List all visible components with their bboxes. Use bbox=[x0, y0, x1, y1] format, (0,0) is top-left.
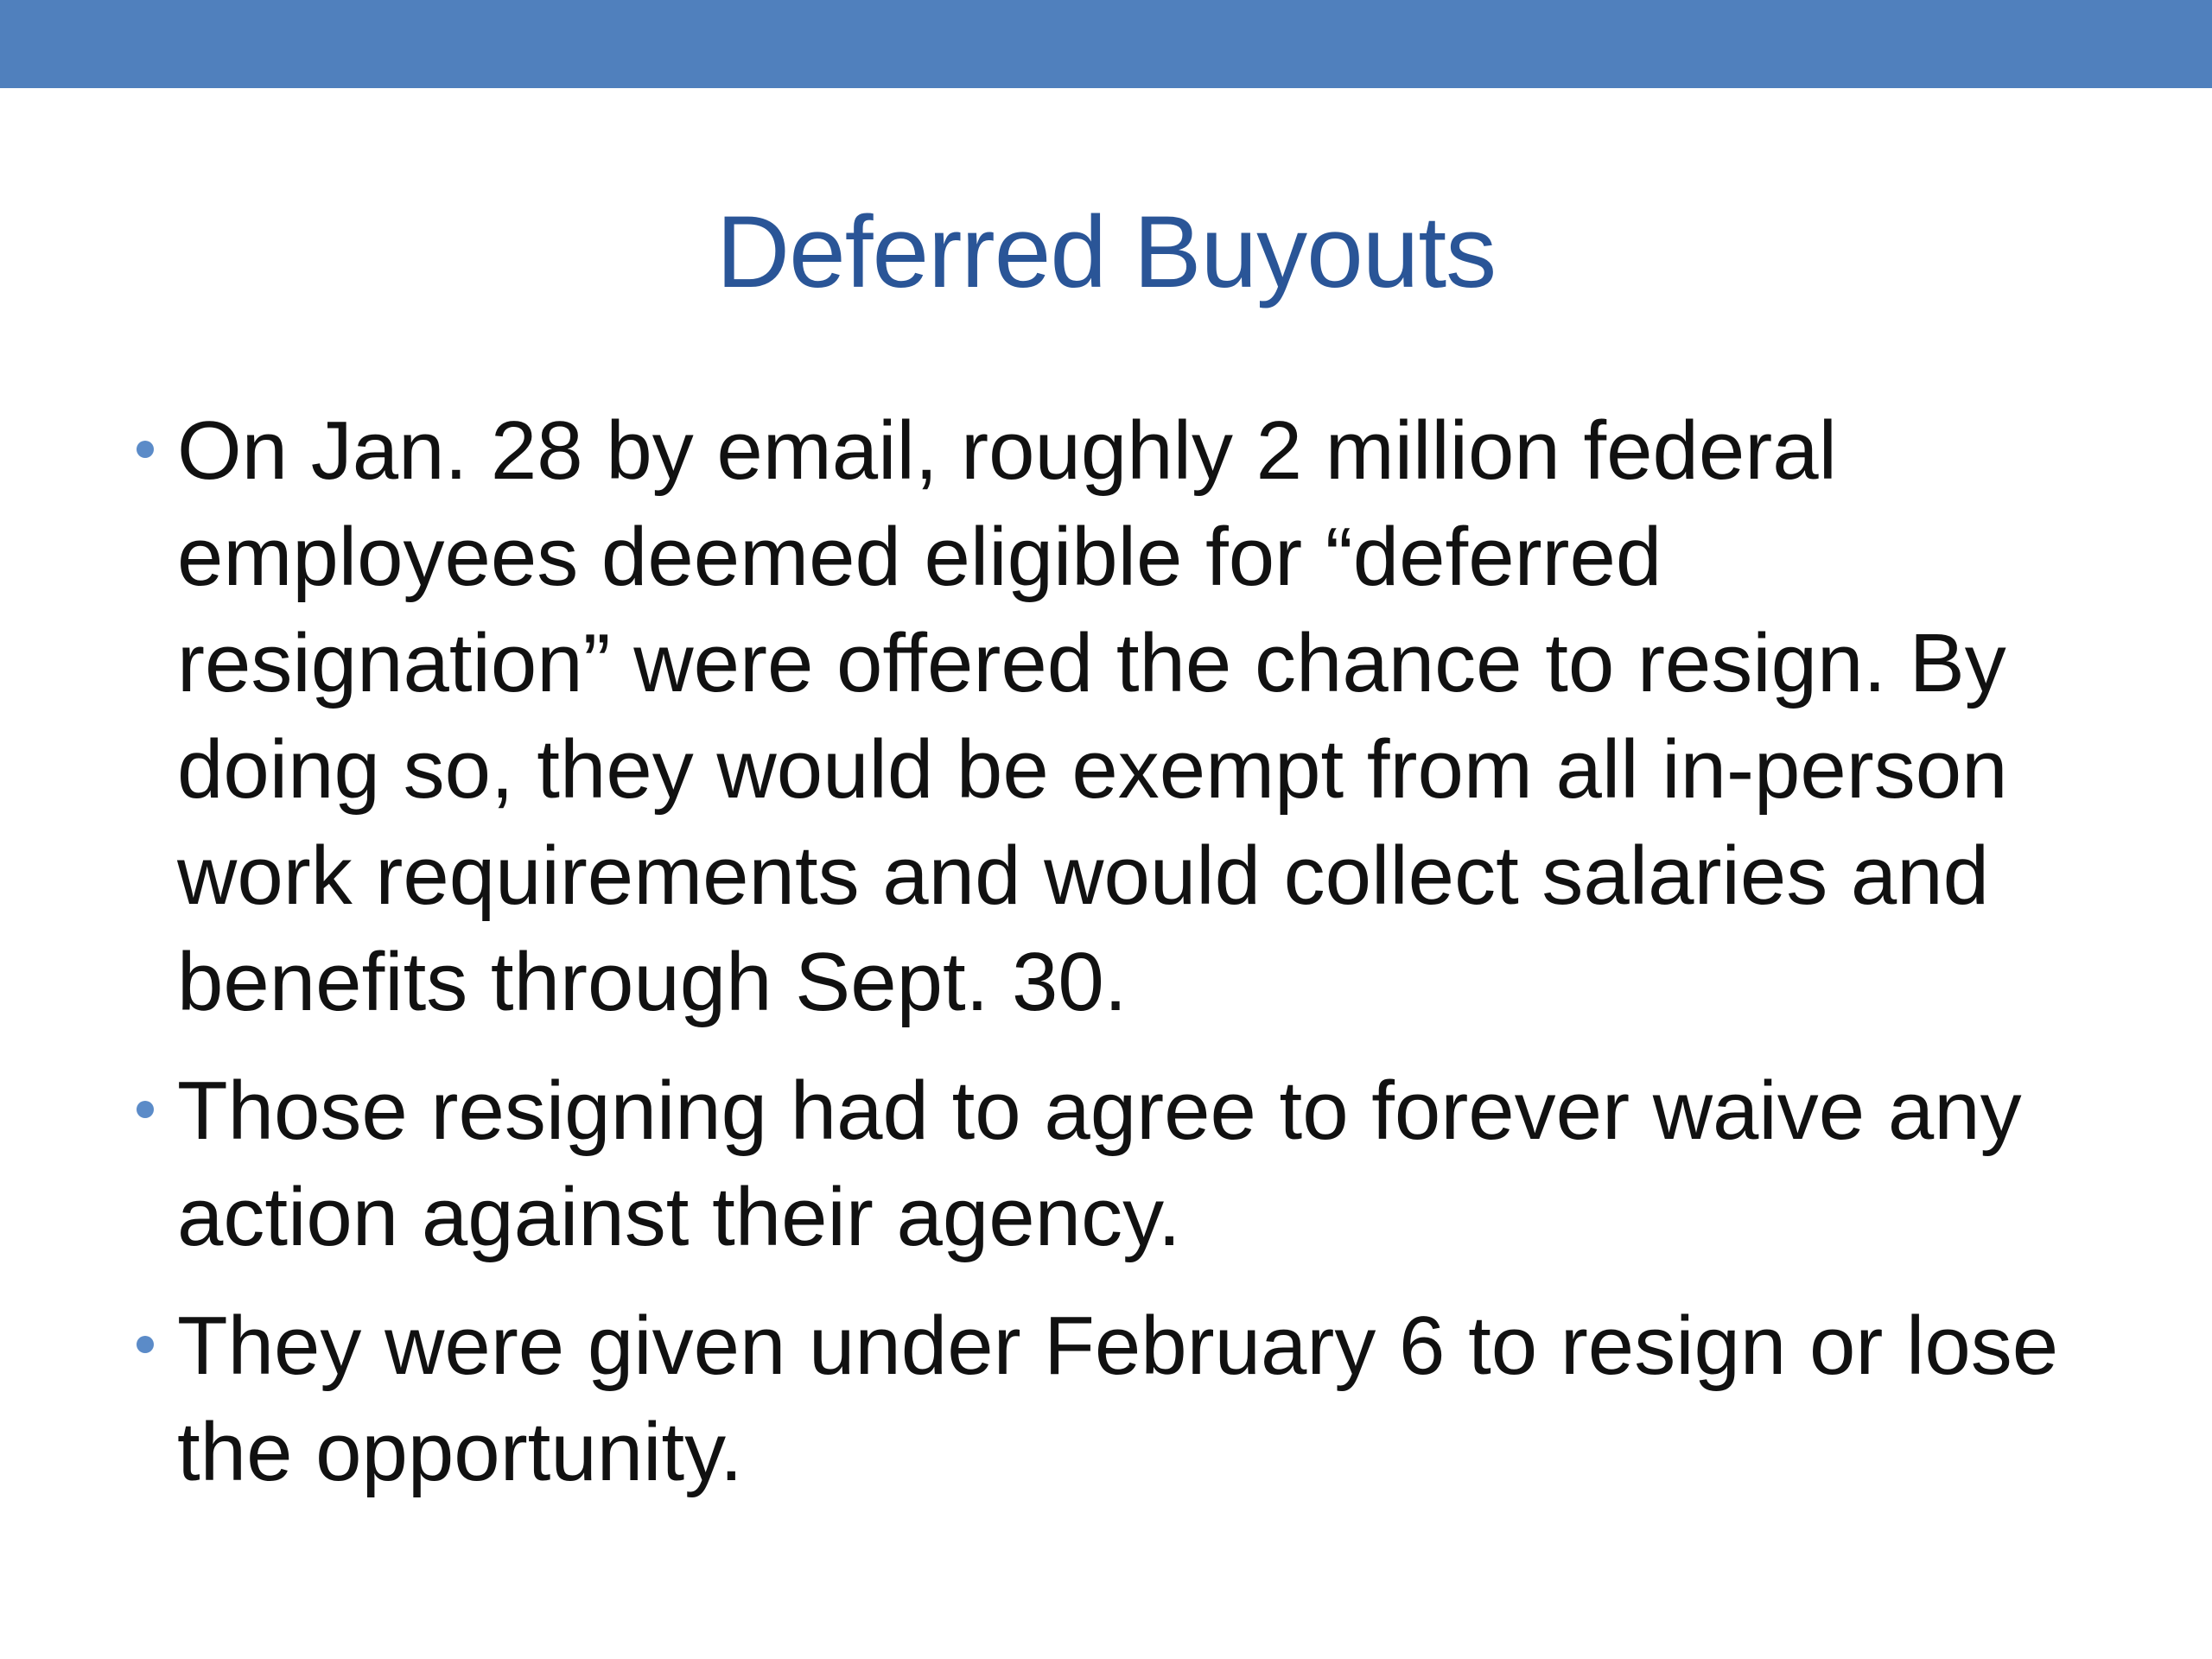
bullet-text: They were given under February 6 to resign or lose the opportunity. bbox=[177, 1300, 2059, 1498]
top-accent-band bbox=[0, 0, 2212, 88]
bullet-item bbox=[130, 397, 2074, 1035]
slide-title: Deferred Buyouts bbox=[715, 195, 1497, 309]
bullet-text: On Jan. 28 by email, roughly 2 million federal employees deemed eligible for “deferred resignation” were offered the chance to resign. By doing so, they would be exempt from all in-person work requirements and would collect salaries and benefits through Sept. 30. bbox=[177, 404, 2008, 1028]
bullet-list bbox=[130, 397, 2074, 1528]
bullet-dot-icon bbox=[137, 1101, 154, 1118]
bullet-text: Those resigning had to agree to forever waive any action against their agency. bbox=[177, 1065, 2022, 1263]
bullet-item bbox=[130, 1058, 2074, 1270]
bullet-dot-icon bbox=[137, 441, 154, 458]
bullet-dot-icon bbox=[137, 1336, 154, 1353]
bullet-item bbox=[130, 1293, 2074, 1505]
